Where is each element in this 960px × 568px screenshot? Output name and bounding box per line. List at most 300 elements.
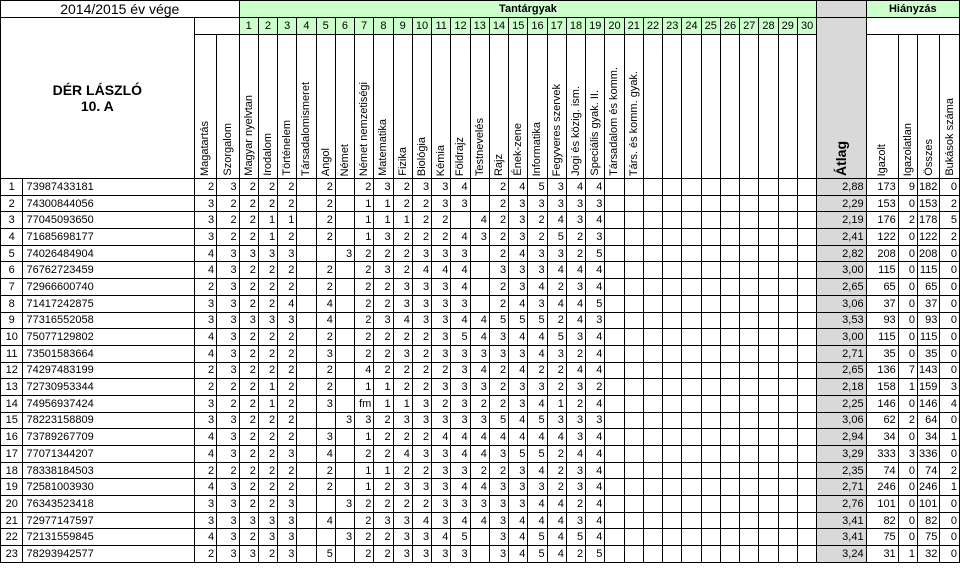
grade-cell: 2 [316,229,335,246]
grade-cell: 2 [355,529,374,546]
grade-cell [701,512,720,529]
grade-cell: 3 [566,462,585,479]
subject-number: 18 [566,18,585,35]
grade-cell: 2 [258,446,277,463]
grade-cell: 4 [586,212,605,229]
grade-cell [335,345,354,362]
grade-cell [740,279,759,296]
grade-cell [297,362,316,379]
absence-igazolatlan: 1 [898,379,917,396]
grade-cell [643,446,662,463]
grade-cell [797,529,817,546]
grade-cell: 1 [258,229,277,246]
grade-cell: 2 [393,429,412,446]
absence-igazolatlan: 0 [898,496,917,513]
grade-cell [682,496,701,513]
grade-cell: 2 [547,312,566,329]
grade-cell: 2 [355,245,374,262]
grade-cell: 4 [586,395,605,412]
grade-cell: 2 [316,379,335,396]
grade-cell [701,446,720,463]
grade-cell [759,229,778,246]
grade-cell: 2 [489,245,508,262]
student-id: 74026484904 [23,245,194,262]
grade-cell [778,379,797,396]
grade-cell: 1 [374,379,393,396]
grade-cell [720,362,739,379]
grade-cell [624,479,643,496]
grade-cell [624,362,643,379]
grade-cell [605,345,624,362]
grade-cell [778,245,797,262]
grade-cell: 2 [278,462,297,479]
grade-cell [663,262,682,279]
grade-cell: 2 [278,412,297,429]
average: 3,41 [817,512,866,529]
grade-cell: 4 [451,179,470,196]
average: 3,00 [817,329,866,346]
grade-cell: 3 [432,462,451,479]
atlag-header-blank [817,1,866,18]
grade-cell: 5 [528,179,547,196]
grade-cell [682,179,701,196]
grade-cell [663,295,682,312]
grade-cell: 2 [528,362,547,379]
grade-cell [624,512,643,529]
grade-cell: 3 [374,312,393,329]
grade-cell: 3 [509,229,528,246]
col-subject: Jogi és közig. ism. [566,35,585,179]
grade-cell: 4 [528,345,547,362]
table-row [1,462,960,479]
grade-cell [624,345,643,362]
grade-cell [335,429,354,446]
row-number: 6 [1,262,23,279]
grade-cell: 1 [547,395,566,412]
grade-cell: 3 [393,295,412,312]
table-row [1,529,960,546]
grade-cell [624,262,643,279]
grade-cell: 2 [258,546,277,563]
grade-cell [663,212,682,229]
subject-number: 8 [374,18,393,35]
row-number: 8 [1,295,23,312]
grade-cell: 2 [258,412,277,429]
grade-cell: 3 [566,379,585,396]
grade-cell: 1 [374,212,393,229]
grade-cell: 3 [258,245,277,262]
grade-szorgalom: 3 [217,479,240,496]
grade-cell [797,195,817,212]
grade-cell: 4 [586,179,605,196]
absence-igazolatlan: 0 [898,279,917,296]
grade-cell [701,229,720,246]
col-osszes: Összes [917,35,939,179]
student-id: 71685698177 [23,229,194,246]
grade-cell [740,212,759,229]
grade-magatartas: 2 [194,462,216,479]
grade-cell: 4 [586,279,605,296]
grade-magatartas: 2 [194,362,216,379]
absence-osszes: 115 [917,262,939,279]
grade-cell: 1 [393,212,412,229]
grade-cell: 3 [586,412,605,429]
subject-number: 10 [412,18,431,35]
absence-osszes: 37 [917,295,939,312]
grade-cell [759,312,778,329]
grade-cell [605,312,624,329]
failures-count: 2 [940,462,960,479]
grade-cell: 4 [586,345,605,362]
grade-cell [740,462,759,479]
grade-cell [624,295,643,312]
grade-cell: 4 [586,446,605,463]
col-subject: Fizika [393,35,412,179]
col-subject [759,35,778,179]
grade-cell [470,546,489,563]
grade-cell [759,429,778,446]
grade-magatartas: 3 [194,229,216,246]
grade-cell [335,212,354,229]
grade-cell: 2 [278,279,297,296]
grade-cell: 3 [489,479,508,496]
grade-cell [470,195,489,212]
grade-cell [701,429,720,446]
grade-cell: 3 [451,546,470,563]
grade-cell [663,329,682,346]
student-id: 73789267709 [23,429,194,446]
grade-cell [470,262,489,279]
grade-magatartas: 3 [194,195,216,212]
grade-cell [682,295,701,312]
subject-number: 26 [720,18,739,35]
average: 2,18 [817,379,866,396]
grade-cell [605,195,624,212]
grade-cell [663,279,682,296]
grade-cell: 4 [451,229,470,246]
grade-cell [759,395,778,412]
grade-cell: 2 [278,362,297,379]
absence-igazolt: 101 [866,496,898,513]
average: 2,35 [817,462,866,479]
failures-count: 0 [940,295,960,312]
grade-cell: 3 [528,262,547,279]
grade-cell [605,179,624,196]
grade-cell [740,362,759,379]
subject-number: 5 [316,18,335,35]
grade-cell [740,229,759,246]
absence-osszes: 93 [917,312,939,329]
grade-cell [720,279,739,296]
grade-cell [759,529,778,546]
grade-cell [778,496,797,513]
grade-szorgalom: 2 [217,379,240,396]
grade-cell [643,245,662,262]
average: 2,94 [817,429,866,446]
grade-cell: 2 [239,379,258,396]
grade-magatartas: 3 [194,496,216,513]
grade-szorgalom: 2 [217,212,240,229]
grade-magatartas: 2 [194,546,216,563]
student-id: 73987433181 [23,179,194,196]
grade-cell: 4 [547,529,566,546]
grade-cell [663,462,682,479]
grade-cell: 3 [489,345,508,362]
table-row [1,212,960,229]
grade-cell: 4 [586,329,605,346]
grade-cell: 3 [239,546,258,563]
row-number: 20 [1,496,23,513]
table-row [1,379,960,396]
grade-magatartas: 2 [194,179,216,196]
grade-cell [759,212,778,229]
grade-cell [297,479,316,496]
table-row [1,295,960,312]
grade-cell [682,229,701,246]
grade-szorgalom: 3 [217,329,240,346]
grade-magatartas: 4 [194,345,216,362]
grade-cell [297,179,316,196]
grade-cell [720,529,739,546]
grade-cell: 3 [509,395,528,412]
grade-cell: 2 [393,195,412,212]
grade-cell: 3 [489,529,508,546]
grade-cell [778,529,797,546]
grade-cell: 3 [316,429,335,446]
grade-cell: 2 [316,462,335,479]
table-row [1,362,960,379]
grade-cell: 2 [566,546,585,563]
grade-cell: 2 [278,345,297,362]
grade-cell [682,395,701,412]
grade-cell: 3 [316,395,335,412]
grade-cell: 2 [278,229,297,246]
grade-cell [643,212,662,229]
grade-cell [643,496,662,513]
grade-cell [682,262,701,279]
grade-cell [297,496,316,513]
grade-cell [701,379,720,396]
grade-cell [605,279,624,296]
absence-igazolatlan: 0 [898,345,917,362]
subject-number: 3 [278,18,297,35]
absence-igazolatlan: 0 [898,262,917,279]
grade-cell [759,446,778,463]
grade-cell [297,295,316,312]
grade-cell [778,479,797,496]
subject-number: 1 [239,18,258,35]
grade-szorgalom: 3 [217,446,240,463]
absence-igazolatlan: 0 [898,479,917,496]
grade-cell: 3 [566,212,585,229]
grade-cell: 4 [316,512,335,529]
grade-cell: 4 [412,262,431,279]
row-number: 4 [1,229,23,246]
grade-cell [297,329,316,346]
grade-cell: 4 [509,295,528,312]
grade-szorgalom: 3 [217,529,240,546]
subject-number: 13 [470,18,489,35]
grade-cell: 2 [258,279,277,296]
grade-cell [643,345,662,362]
grade-cell: 3 [489,496,508,513]
grade-magatartas: 4 [194,245,216,262]
grade-cell: 4 [470,512,489,529]
grade-cell: 5 [566,529,585,546]
grade-cell: 3 [412,412,431,429]
grade-cell: 3 [547,412,566,429]
student-id: 72966600740 [23,279,194,296]
grade-cell: 2 [374,345,393,362]
grade-cell [740,179,759,196]
grade-cell: 3 [258,312,277,329]
grade-cell: 2 [470,462,489,479]
grade-cell: 3 [470,496,489,513]
absence-osszes: 336 [917,446,939,463]
grade-cell: 3 [547,245,566,262]
grade-cell [605,329,624,346]
average: 2,71 [817,345,866,362]
grade-cell: 4 [451,429,470,446]
grade-cell: 2 [547,362,566,379]
grade-cell [682,212,701,229]
grade-cell [797,262,817,279]
grade-cell: 4 [451,446,470,463]
absence-igazolt: 146 [866,395,898,412]
grade-cell [335,279,354,296]
grade-cell [297,212,316,229]
grade-cell [759,179,778,196]
absence-igazolatlan: 2 [898,212,917,229]
grade-cell: 3 [566,195,585,212]
grade-cell: 5 [451,329,470,346]
grade-cell [663,496,682,513]
failures-count: 2 [940,229,960,246]
grade-cell [778,229,797,246]
grade-cell [701,195,720,212]
grade-cell [720,446,739,463]
grade-cell: 2 [374,295,393,312]
grade-cell [682,512,701,529]
average: 3,29 [817,446,866,463]
grade-cell [759,379,778,396]
grade-cell: 2 [239,496,258,513]
failures-count: 0 [940,329,960,346]
absence-igazolt: 65 [866,279,898,296]
absence-igazolatlan: 0 [898,529,917,546]
grade-cell: 5 [528,546,547,563]
grade-cell: 2 [239,395,258,412]
grade-cell: 2 [412,345,431,362]
grade-cell: 3 [355,412,374,429]
grade-cell [624,546,643,563]
absence-igazolatlan: 0 [898,195,917,212]
grade-cell: 2 [374,546,393,563]
grade-cell [335,512,354,529]
absence-osszes: 153 [917,195,939,212]
grade-cell: 3 [528,479,547,496]
col-subject [701,35,720,179]
grade-cell: 4 [470,429,489,446]
grade-cell: 2 [393,229,412,246]
grade-cell: 3 [432,379,451,396]
table-row [1,179,960,196]
grade-cell: 4 [393,446,412,463]
grade-cell: 3 [547,179,566,196]
grade-cell [624,212,643,229]
grade-cell [297,395,316,412]
absence-osszes: 82 [917,512,939,529]
grade-cell: 2 [374,446,393,463]
grade-cell [663,429,682,446]
grade-cell [643,379,662,396]
grade-cell: 4 [451,262,470,279]
grade-cell: 3 [528,195,547,212]
grade-cell [720,429,739,446]
grade-cell: 2 [412,462,431,479]
grade-cell: 3 [239,512,258,529]
grade-cell [740,479,759,496]
grade-cell [643,179,662,196]
grade-cell: 2 [355,329,374,346]
grade-cell: 3 [432,512,451,529]
grade-cell [643,262,662,279]
grade-cell: 3 [374,512,393,529]
grade-cell [740,512,759,529]
grade-cell: 2 [374,429,393,446]
grade-cell [797,446,817,463]
absence-osszes: 75 [917,529,939,546]
grade-cell: 3 [393,279,412,296]
grade-cell: 4 [470,362,489,379]
absence-igazolt: 136 [866,362,898,379]
absence-osszes: 64 [917,412,939,429]
grade-cell: 2 [547,462,566,479]
grade-cell: 4 [528,329,547,346]
subject-number: 6 [335,18,354,35]
grade-cell [720,496,739,513]
row-number: 18 [1,462,23,479]
table-body [1,1,960,563]
grade-magatartas: 2 [194,379,216,396]
grade-cell: 2 [432,362,451,379]
col-subject [663,35,682,179]
grade-cell [759,195,778,212]
grade-cell: 3 [412,479,431,496]
average: 2,41 [817,229,866,246]
grade-cell: 2 [355,496,374,513]
absence-header: Hiányzás [866,1,959,18]
subjects-header: Tantárgyak [239,1,817,18]
col-subject: Speciális gyak. II. [586,35,605,179]
grade-cell: 2 [258,362,277,379]
grade-cell [682,529,701,546]
grade-cell [759,345,778,362]
grade-cell: 2 [355,295,374,312]
col-subject [682,35,701,179]
grade-cell [778,362,797,379]
table-row [1,345,960,362]
failures-count: 1 [940,479,960,496]
grade-cell [605,496,624,513]
absence-igazolatlan: 0 [898,245,917,262]
grade-cell: 3 [547,345,566,362]
grade-cell [759,496,778,513]
absence-igazolt: 93 [866,312,898,329]
absence-igazolt: 333 [866,446,898,463]
grade-cell: 4 [528,462,547,479]
absence-igazolatlan: 0 [898,312,917,329]
